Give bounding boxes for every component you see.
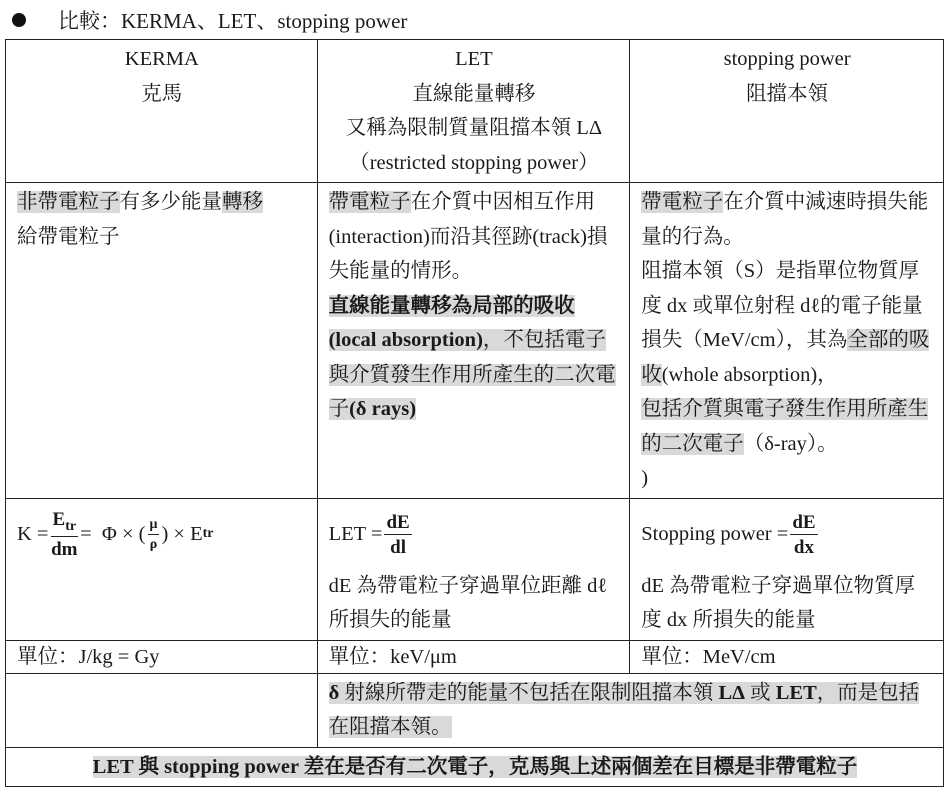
unit-stopping-power: 單位：MeV/cm: [630, 640, 944, 673]
note-text: LΔ: [718, 681, 745, 704]
formula-description: dE 為帶電粒子穿過單位物質厚度 dx 所損失的能量: [641, 574, 916, 631]
header-kerma-en: KERMA: [124, 48, 199, 70]
highlight-text: 轉移: [222, 191, 263, 213]
note-empty-cell: [6, 673, 318, 747]
subscript: tr: [65, 518, 77, 534]
highlight-text: 帶電粒子: [328, 191, 411, 213]
equation-tail: ) × E: [161, 523, 203, 546]
formula-kerma: [6, 498, 318, 640]
definition-text: 阻擋本領（S）是指單位物質厚度 dx 或單位射程 dℓ的電子能量損失（MeV/cm），其為: [641, 260, 923, 351]
header-let: [317, 40, 630, 183]
equation-lhs: K =: [17, 523, 49, 546]
equation-lhs: LET =: [328, 523, 383, 546]
section-title-text: 比較：KERMA、LET、stopping power: [58, 9, 408, 33]
note-text: δ: [328, 681, 340, 704]
formula-let: [317, 498, 630, 640]
numerator: E: [52, 509, 66, 531]
unit-let: 單位：keV/μm: [317, 640, 630, 673]
formula-stopping-power: [630, 498, 944, 640]
fraction: [51, 510, 79, 559]
highlight-text: (δ rays): [349, 398, 417, 420]
definition-text: (whole absorption)，: [661, 363, 838, 386]
numerator: μ: [148, 518, 160, 535]
numerator: dE: [386, 511, 410, 533]
let-equation: [329, 501, 620, 569]
definition-text: 給帶電粒子: [17, 225, 120, 248]
header-sp-zh: 阻擋本領: [746, 82, 829, 105]
header-kerma-zh: 克馬: [141, 82, 183, 105]
summary-row: [6, 747, 944, 786]
formula-row: [6, 498, 944, 640]
sp-equation: [641, 501, 933, 569]
kerma-equation: [17, 501, 307, 569]
unit-row: [6, 640, 944, 673]
fraction: [790, 513, 817, 557]
note-text: ，而是包括在阻擋本領。: [328, 681, 920, 738]
note-row: [6, 673, 944, 747]
bullet-icon: [12, 13, 26, 27]
denominator: dx: [793, 536, 814, 558]
denominator: dm: [51, 538, 78, 560]
formula-description: dE 為帶電粒子穿過單位距離 dℓ所損失的能量: [328, 574, 608, 631]
delta-ray-note: [317, 673, 943, 747]
header-sp-en: stopping power: [723, 48, 851, 70]
note-text: 射線所帶走的能量不包括在限制阻擋本領: [339, 681, 719, 704]
section-title: [12, 4, 407, 38]
note-text: 或: [745, 681, 776, 704]
definition-kerma: [6, 183, 318, 499]
definition-text: 在介質中因相互作用(interaction)而沿其徑跡(track)損失能量的情形。: [328, 191, 608, 282]
fraction: [148, 518, 160, 552]
header-let-alias-en: （restricted stopping power）: [349, 151, 599, 174]
highlight-text: 非帶電粒子: [17, 191, 120, 213]
equation-mid: = Φ × (: [80, 523, 146, 546]
denominator: dl: [390, 536, 407, 558]
note-text: LET: [775, 681, 817, 704]
fraction: [384, 513, 411, 557]
header-kerma: [6, 40, 318, 183]
highlight-text: ，不包括電子與介質發生作用所產生的二次電子: [328, 329, 616, 420]
definition-text: 有多少能量: [119, 191, 222, 213]
highlight-text: (local absorption): [328, 329, 483, 351]
header-let-en: LET: [455, 48, 493, 70]
definition-stopping-power: [630, 183, 944, 499]
unit-kerma: 單位：J/kg = Gy: [6, 640, 318, 673]
numerator: dE: [792, 511, 816, 533]
header-let-alias: 又稱為限制質量阻擋本領 LΔ: [345, 117, 603, 139]
header-let-zh: 直線能量轉移: [412, 82, 536, 105]
equation-lhs: Stopping power =: [641, 523, 789, 546]
comparison-table: [5, 39, 944, 787]
definition-text: ): [641, 467, 649, 489]
summary-text: LET 與 stopping power 差在是否有二次電子，克馬與上述兩個差在目標是非帶電粒子: [92, 755, 858, 778]
highlight-text: 全部的吸收: [641, 329, 930, 386]
highlight-text: 直線能量轉移為局部的吸收: [328, 294, 575, 317]
definition-row: [6, 183, 944, 499]
header-stopping-power: [630, 40, 944, 183]
definition-text: （δ-ray）。: [743, 432, 838, 455]
summary-cell: [6, 747, 944, 786]
header-row: [6, 40, 944, 183]
definition-text: 在介質中減速時損失能量的行為。: [641, 191, 929, 248]
highlight-text: 包括介質與電子發生作用所產生的二次電子: [641, 398, 929, 455]
highlight-text: 帶電粒子: [641, 191, 724, 213]
denominator: ρ: [149, 536, 158, 552]
subscript: tr: [202, 526, 214, 542]
definition-let: [317, 183, 630, 499]
